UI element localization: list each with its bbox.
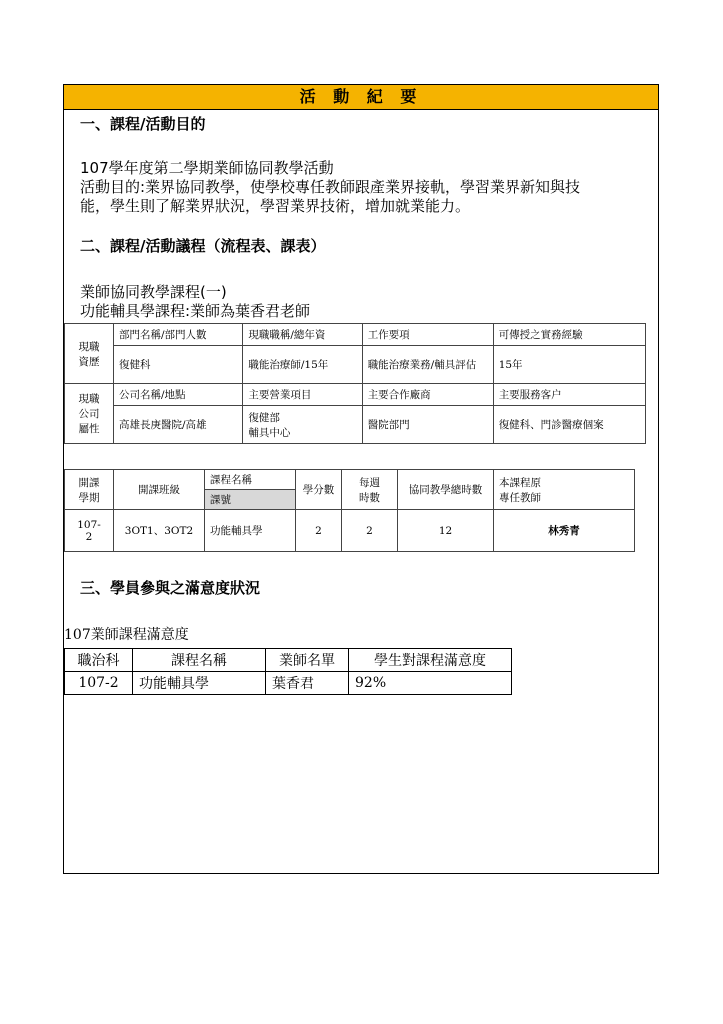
- row-head-1: 現職 資歷: [65, 324, 114, 384]
- info-header: 工作要項: [362, 324, 493, 346]
- info-header: 現職職稱/總年資: [243, 324, 362, 346]
- satisfaction-table: [64, 648, 512, 695]
- section1-line-2: 活動目的:業界協同教學，使學校專任教師跟產業界接軌，學習業界新知與技: [80, 178, 581, 196]
- satisfaction-cell: 葉香君: [266, 672, 349, 695]
- info-cell: 職能治療師/15年: [243, 346, 362, 384]
- page-title: 活 動 紀 要: [64, 85, 658, 110]
- info-cell: 復健科、門診醫療個案: [493, 406, 645, 444]
- document-frame: [63, 84, 659, 874]
- satisfaction-cell: 107-2: [65, 672, 133, 695]
- satisfaction-header: 業師名單: [266, 649, 349, 672]
- section1-line-3: 能，學生則了解業界狀況，學習業界技術，增加就業能力。: [80, 197, 471, 215]
- satisfaction-header: 課程名稱: [133, 649, 266, 672]
- course-header: 開課 學期: [65, 470, 114, 510]
- course-cell: 3OT1、3OT2: [114, 510, 205, 552]
- section3-heading: 三、學員參與之滿意度狀況: [80, 579, 261, 597]
- course-header: 學分數: [296, 470, 342, 510]
- satisfaction-caption: 107業師課程滿意度: [64, 627, 189, 643]
- satisfaction-cell: 功能輔具學: [133, 672, 266, 695]
- course-cell: 功能輔具學: [205, 510, 296, 552]
- course-header: 協同教學總時數: [398, 470, 494, 510]
- section1-heading: 一、課程/活動目的: [80, 115, 206, 133]
- course-header: 課程名稱: [205, 470, 296, 490]
- course-header: 課號: [205, 490, 296, 510]
- info-header: 主要服務客户: [493, 384, 645, 406]
- info-header: 可傳授之實務經驗: [493, 324, 645, 346]
- section2-line-1: 業師協同教學課程(一): [80, 283, 227, 301]
- info-cell: 15年: [493, 346, 645, 384]
- info-cell: 職能治療業務/輔具評估: [362, 346, 493, 384]
- course-cell: 107- 2: [65, 510, 114, 552]
- info-header: 部門名稱/部門人數: [114, 324, 243, 346]
- course-cell: 12: [398, 510, 494, 552]
- info-header: 主要合作廠商: [362, 384, 493, 406]
- satisfaction-cell: 92%: [349, 672, 512, 695]
- section1-line-1: 107學年度第二學期業師協同教學活動: [80, 159, 334, 177]
- course-header: 開課班級: [114, 470, 205, 510]
- course-cell: 林秀青: [494, 510, 635, 552]
- course-table: [64, 469, 635, 552]
- teacher-info-table: [64, 323, 646, 444]
- info-header: 主要營業項目: [243, 384, 362, 406]
- info-header: 公司名稱/地點: [114, 384, 243, 406]
- info-cell: 復健部 輔具中心: [243, 406, 362, 444]
- row-head-2: 現職 公司 屬性: [65, 384, 114, 444]
- satisfaction-header: 職治科: [65, 649, 133, 672]
- info-cell: 醫院部門: [362, 406, 493, 444]
- satisfaction-header: 學生對課程滿意度: [349, 649, 512, 672]
- info-cell: 高雄長庚醫院/高雄: [114, 406, 243, 444]
- course-header: 本課程原 專任教師: [494, 470, 635, 510]
- course-cell: 2: [296, 510, 342, 552]
- info-cell: 復健科: [114, 346, 243, 384]
- course-header: 每週 時數: [342, 470, 398, 510]
- course-cell: 2: [342, 510, 398, 552]
- section2-line-2: 功能輔具學課程:業師為葉香君老師: [80, 302, 311, 320]
- section2-heading: 二、課程/活動議程（流程表、課表）: [80, 237, 326, 255]
